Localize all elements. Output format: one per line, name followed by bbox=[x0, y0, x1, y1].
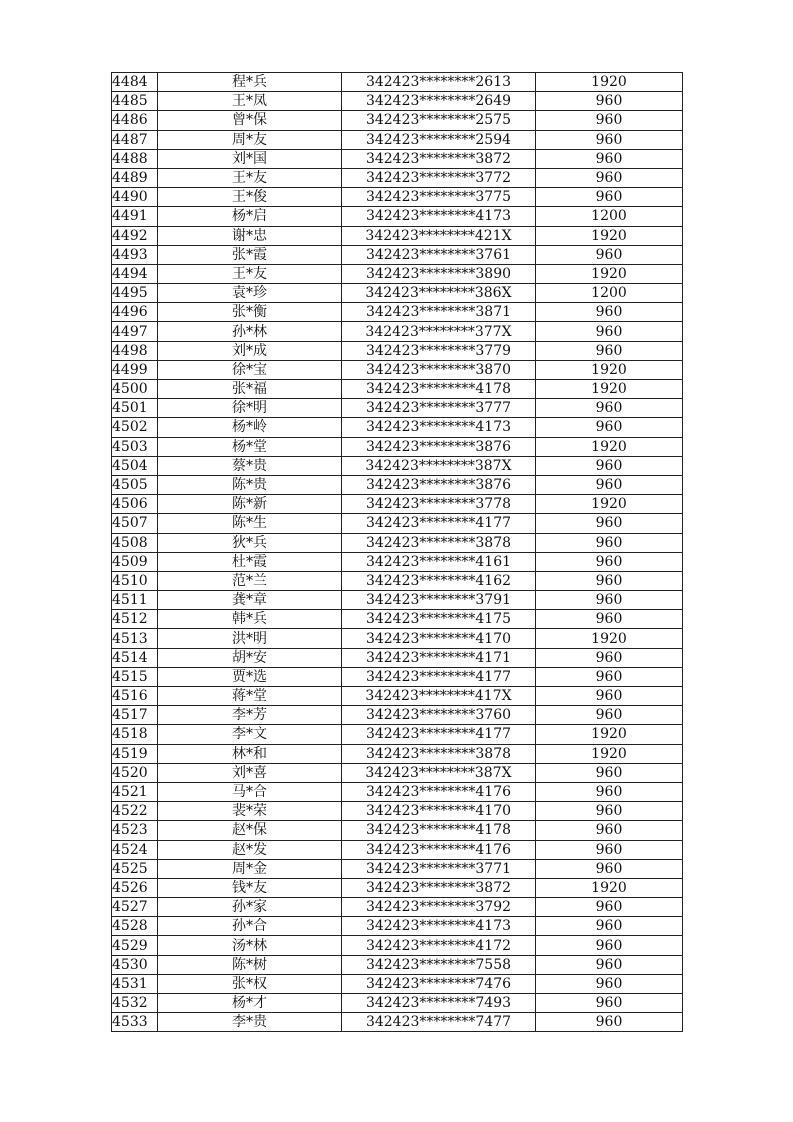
table-row bbox=[112, 514, 683, 533]
row-number-cell: 4521 bbox=[112, 782, 158, 801]
id-number-cell: 342423********2575 bbox=[342, 111, 536, 130]
amount-cell: 1920 bbox=[536, 878, 683, 897]
amount-cell: 960 bbox=[536, 821, 683, 840]
name-cell: 赵*发 bbox=[158, 840, 342, 859]
row-number-cell: 4533 bbox=[112, 1013, 158, 1032]
name-cell: 周*金 bbox=[158, 859, 342, 878]
amount-cell: 960 bbox=[536, 610, 683, 629]
id-number-cell: 342423********3778 bbox=[342, 495, 536, 514]
id-number-cell: 342423********4178 bbox=[342, 380, 536, 399]
id-number-cell: 342423********3761 bbox=[342, 245, 536, 264]
row-number-cell: 4528 bbox=[112, 917, 158, 936]
name-cell: 汤*林 bbox=[158, 936, 342, 955]
amount-cell: 1920 bbox=[536, 73, 683, 92]
row-number-cell: 4496 bbox=[112, 303, 158, 322]
row-number-cell: 4512 bbox=[112, 610, 158, 629]
row-number-cell: 4518 bbox=[112, 725, 158, 744]
row-number-cell: 4500 bbox=[112, 380, 158, 399]
amount-cell: 960 bbox=[536, 303, 683, 322]
id-number-cell: 342423********3870 bbox=[342, 360, 536, 379]
table-row bbox=[112, 284, 683, 303]
table-row bbox=[112, 802, 683, 821]
amount-cell: 1920 bbox=[536, 437, 683, 456]
row-number-cell: 4531 bbox=[112, 974, 158, 993]
id-number-cell: 342423********4175 bbox=[342, 610, 536, 629]
table-row bbox=[112, 380, 683, 399]
table-row bbox=[112, 552, 683, 571]
row-number-cell: 4529 bbox=[112, 936, 158, 955]
id-number-cell: 342423********4176 bbox=[342, 840, 536, 859]
name-cell: 王*凤 bbox=[158, 92, 342, 111]
id-number-cell: 342423********4177 bbox=[342, 667, 536, 686]
table-row bbox=[112, 859, 683, 878]
row-number-cell: 4498 bbox=[112, 341, 158, 360]
name-cell: 陈*贵 bbox=[158, 475, 342, 494]
amount-cell: 1920 bbox=[536, 629, 683, 648]
row-number-cell: 4514 bbox=[112, 648, 158, 667]
row-number-cell: 4511 bbox=[112, 591, 158, 610]
amount-cell: 960 bbox=[536, 245, 683, 264]
id-number-cell: 342423********3792 bbox=[342, 898, 536, 917]
id-number-cell: 342423********7477 bbox=[342, 1013, 536, 1032]
amount-cell: 1920 bbox=[536, 360, 683, 379]
row-number-cell: 4491 bbox=[112, 207, 158, 226]
id-number-cell: 342423********386X bbox=[342, 284, 536, 303]
name-cell: 狄*兵 bbox=[158, 533, 342, 552]
row-number-cell: 4532 bbox=[112, 994, 158, 1013]
row-number-cell: 4501 bbox=[112, 399, 158, 418]
table-row bbox=[112, 782, 683, 801]
id-number-cell: 342423********7476 bbox=[342, 974, 536, 993]
amount-cell: 960 bbox=[536, 591, 683, 610]
table-row bbox=[112, 399, 683, 418]
row-number-cell: 4495 bbox=[112, 284, 158, 303]
table-row bbox=[112, 188, 683, 207]
name-cell: 王*友 bbox=[158, 264, 342, 283]
name-cell: 张*衡 bbox=[158, 303, 342, 322]
amount-cell: 960 bbox=[536, 399, 683, 418]
table-row bbox=[112, 92, 683, 111]
table-row bbox=[112, 840, 683, 859]
amount-cell: 960 bbox=[536, 341, 683, 360]
amount-cell: 960 bbox=[536, 533, 683, 552]
amount-cell: 1920 bbox=[536, 264, 683, 283]
id-number-cell: 342423********4171 bbox=[342, 648, 536, 667]
name-cell: 胡*安 bbox=[158, 648, 342, 667]
id-number-cell: 342423********4177 bbox=[342, 725, 536, 744]
name-cell: 洪*明 bbox=[158, 629, 342, 648]
row-number-cell: 4510 bbox=[112, 571, 158, 590]
amount-cell: 960 bbox=[536, 552, 683, 571]
amount-cell: 960 bbox=[536, 1013, 683, 1032]
amount-cell: 960 bbox=[536, 149, 683, 168]
id-number-cell: 342423********377X bbox=[342, 322, 536, 341]
id-number-cell: 342423********417X bbox=[342, 687, 536, 706]
table-row bbox=[112, 610, 683, 629]
id-number-cell: 342423********3772 bbox=[342, 168, 536, 187]
id-number-cell: 342423********3777 bbox=[342, 399, 536, 418]
name-cell: 杨*岭 bbox=[158, 418, 342, 437]
id-number-cell: 342423********4173 bbox=[342, 418, 536, 437]
id-number-cell: 342423********3872 bbox=[342, 149, 536, 168]
amount-cell: 960 bbox=[536, 130, 683, 149]
table-row bbox=[112, 898, 683, 917]
amount-cell: 1920 bbox=[536, 495, 683, 514]
id-number-cell: 342423********2594 bbox=[342, 130, 536, 149]
amount-cell: 960 bbox=[536, 571, 683, 590]
id-number-cell: 342423********3791 bbox=[342, 591, 536, 610]
amount-cell: 960 bbox=[536, 687, 683, 706]
id-number-cell: 342423********387X bbox=[342, 456, 536, 475]
amount-cell: 1920 bbox=[536, 725, 683, 744]
row-number-cell: 4490 bbox=[112, 188, 158, 207]
name-cell: 袁*珍 bbox=[158, 284, 342, 303]
row-number-cell: 4487 bbox=[112, 130, 158, 149]
table-row bbox=[112, 226, 683, 245]
table-row bbox=[112, 725, 683, 744]
amount-cell: 960 bbox=[536, 475, 683, 494]
amount-cell: 960 bbox=[536, 994, 683, 1013]
id-number-cell: 342423********3771 bbox=[342, 859, 536, 878]
amount-cell: 1200 bbox=[536, 284, 683, 303]
name-cell: 杜*霞 bbox=[158, 552, 342, 571]
id-number-cell: 342423********3878 bbox=[342, 533, 536, 552]
table-row bbox=[112, 360, 683, 379]
amount-cell: 960 bbox=[536, 936, 683, 955]
amount-cell: 960 bbox=[536, 168, 683, 187]
name-cell: 杨*启 bbox=[158, 207, 342, 226]
table-row bbox=[112, 207, 683, 226]
table-row bbox=[112, 341, 683, 360]
amount-cell: 1920 bbox=[536, 380, 683, 399]
table-row bbox=[112, 936, 683, 955]
name-cell: 赵*保 bbox=[158, 821, 342, 840]
name-cell: 孙*林 bbox=[158, 322, 342, 341]
row-number-cell: 4517 bbox=[112, 706, 158, 725]
name-cell: 张*霞 bbox=[158, 245, 342, 264]
name-cell: 王*友 bbox=[158, 168, 342, 187]
name-cell: 陈*生 bbox=[158, 514, 342, 533]
id-number-cell: 342423********3890 bbox=[342, 264, 536, 283]
row-number-cell: 4484 bbox=[112, 73, 158, 92]
row-number-cell: 4516 bbox=[112, 687, 158, 706]
table-row bbox=[112, 591, 683, 610]
name-cell: 王*俊 bbox=[158, 188, 342, 207]
row-number-cell: 4499 bbox=[112, 360, 158, 379]
row-number-cell: 4519 bbox=[112, 744, 158, 763]
id-number-cell: 342423********3775 bbox=[342, 188, 536, 207]
table-row bbox=[112, 917, 683, 936]
row-number-cell: 4523 bbox=[112, 821, 158, 840]
id-number-cell: 342423********421X bbox=[342, 226, 536, 245]
amount-cell: 960 bbox=[536, 111, 683, 130]
name-cell: 刘*喜 bbox=[158, 763, 342, 782]
table-row bbox=[112, 629, 683, 648]
row-number-cell: 4497 bbox=[112, 322, 158, 341]
name-cell: 李*文 bbox=[158, 725, 342, 744]
name-cell: 林*和 bbox=[158, 744, 342, 763]
table-row bbox=[112, 687, 683, 706]
table-row bbox=[112, 533, 683, 552]
id-number-cell: 342423********4176 bbox=[342, 782, 536, 801]
row-number-cell: 4502 bbox=[112, 418, 158, 437]
name-cell: 龚*章 bbox=[158, 591, 342, 610]
row-number-cell: 4485 bbox=[112, 92, 158, 111]
id-number-cell: 342423********4173 bbox=[342, 917, 536, 936]
row-number-cell: 4508 bbox=[112, 533, 158, 552]
amount-cell: 960 bbox=[536, 840, 683, 859]
row-number-cell: 4526 bbox=[112, 878, 158, 897]
amount-cell: 1200 bbox=[536, 207, 683, 226]
id-number-cell: 342423********4170 bbox=[342, 802, 536, 821]
table-row bbox=[112, 744, 683, 763]
table-row bbox=[112, 264, 683, 283]
name-cell: 孙*合 bbox=[158, 917, 342, 936]
table-row bbox=[112, 974, 683, 993]
name-cell: 谢*忠 bbox=[158, 226, 342, 245]
table-row bbox=[112, 149, 683, 168]
name-cell: 周*友 bbox=[158, 130, 342, 149]
name-cell: 陈*新 bbox=[158, 495, 342, 514]
table-row bbox=[112, 130, 683, 149]
row-number-cell: 4525 bbox=[112, 859, 158, 878]
table-row bbox=[112, 245, 683, 264]
name-cell: 钱*友 bbox=[158, 878, 342, 897]
row-number-cell: 4503 bbox=[112, 437, 158, 456]
roster-table bbox=[111, 72, 683, 1032]
row-number-cell: 4488 bbox=[112, 149, 158, 168]
id-number-cell: 342423********3872 bbox=[342, 878, 536, 897]
amount-cell: 960 bbox=[536, 782, 683, 801]
table-row bbox=[112, 878, 683, 897]
id-number-cell: 342423********4178 bbox=[342, 821, 536, 840]
id-number-cell: 342423********2613 bbox=[342, 73, 536, 92]
table-row bbox=[112, 111, 683, 130]
table-row bbox=[112, 495, 683, 514]
id-number-cell: 342423********3871 bbox=[342, 303, 536, 322]
name-cell: 李*芳 bbox=[158, 706, 342, 725]
table-row bbox=[112, 994, 683, 1013]
name-cell: 蒋*堂 bbox=[158, 687, 342, 706]
id-number-cell: 342423********3876 bbox=[342, 437, 536, 456]
name-cell: 裴*荣 bbox=[158, 802, 342, 821]
name-cell: 马*合 bbox=[158, 782, 342, 801]
row-number-cell: 4505 bbox=[112, 475, 158, 494]
amount-cell: 960 bbox=[536, 322, 683, 341]
id-number-cell: 342423********3878 bbox=[342, 744, 536, 763]
row-number-cell: 4530 bbox=[112, 955, 158, 974]
name-cell: 范*兰 bbox=[158, 571, 342, 590]
table-row bbox=[112, 706, 683, 725]
name-cell: 李*贵 bbox=[158, 1013, 342, 1032]
row-number-cell: 4504 bbox=[112, 456, 158, 475]
table-row bbox=[112, 667, 683, 686]
id-number-cell: 342423********4170 bbox=[342, 629, 536, 648]
row-number-cell: 4489 bbox=[112, 168, 158, 187]
name-cell: 陈*树 bbox=[158, 955, 342, 974]
amount-cell: 960 bbox=[536, 418, 683, 437]
name-cell: 孙*家 bbox=[158, 898, 342, 917]
id-number-cell: 342423********4177 bbox=[342, 514, 536, 533]
amount-cell: 960 bbox=[536, 514, 683, 533]
table-row bbox=[112, 475, 683, 494]
table-row bbox=[112, 821, 683, 840]
row-number-cell: 4515 bbox=[112, 667, 158, 686]
name-cell: 刘*成 bbox=[158, 341, 342, 360]
row-number-cell: 4493 bbox=[112, 245, 158, 264]
row-number-cell: 4494 bbox=[112, 264, 158, 283]
table-row bbox=[112, 73, 683, 92]
table-row bbox=[112, 763, 683, 782]
name-cell: 徐*宝 bbox=[158, 360, 342, 379]
name-cell: 张*权 bbox=[158, 974, 342, 993]
amount-cell: 1920 bbox=[536, 744, 683, 763]
name-cell: 刘*国 bbox=[158, 149, 342, 168]
table-row bbox=[112, 571, 683, 590]
amount-cell: 960 bbox=[536, 955, 683, 974]
row-number-cell: 4524 bbox=[112, 840, 158, 859]
id-number-cell: 342423********7558 bbox=[342, 955, 536, 974]
table-row bbox=[112, 437, 683, 456]
id-number-cell: 342423********387X bbox=[342, 763, 536, 782]
row-number-cell: 4513 bbox=[112, 629, 158, 648]
name-cell: 徐*明 bbox=[158, 399, 342, 418]
id-number-cell: 342423********3876 bbox=[342, 475, 536, 494]
amount-cell: 960 bbox=[536, 802, 683, 821]
id-number-cell: 342423********4173 bbox=[342, 207, 536, 226]
table-row bbox=[112, 303, 683, 322]
id-number-cell: 342423********4162 bbox=[342, 571, 536, 590]
row-number-cell: 4520 bbox=[112, 763, 158, 782]
id-number-cell: 342423********7493 bbox=[342, 994, 536, 1013]
table-row bbox=[112, 1013, 683, 1032]
row-number-cell: 4507 bbox=[112, 514, 158, 533]
name-cell: 蔡*贵 bbox=[158, 456, 342, 475]
table-row bbox=[112, 456, 683, 475]
table-row bbox=[112, 955, 683, 974]
id-number-cell: 342423********2649 bbox=[342, 92, 536, 111]
amount-cell: 960 bbox=[536, 648, 683, 667]
row-number-cell: 4486 bbox=[112, 111, 158, 130]
name-cell: 杨*堂 bbox=[158, 437, 342, 456]
roster-table-body bbox=[112, 73, 683, 1032]
amount-cell: 960 bbox=[536, 667, 683, 686]
amount-cell: 960 bbox=[536, 706, 683, 725]
name-cell: 曾*保 bbox=[158, 111, 342, 130]
name-cell: 贾*选 bbox=[158, 667, 342, 686]
row-number-cell: 4492 bbox=[112, 226, 158, 245]
amount-cell: 960 bbox=[536, 974, 683, 993]
amount-cell: 960 bbox=[536, 92, 683, 111]
amount-cell: 960 bbox=[536, 898, 683, 917]
row-number-cell: 4527 bbox=[112, 898, 158, 917]
row-number-cell: 4522 bbox=[112, 802, 158, 821]
amount-cell: 960 bbox=[536, 917, 683, 936]
amount-cell: 960 bbox=[536, 456, 683, 475]
id-number-cell: 342423********3779 bbox=[342, 341, 536, 360]
amount-cell: 960 bbox=[536, 763, 683, 782]
table-row bbox=[112, 322, 683, 341]
row-number-cell: 4506 bbox=[112, 495, 158, 514]
id-number-cell: 342423********4161 bbox=[342, 552, 536, 571]
name-cell: 杨*才 bbox=[158, 994, 342, 1013]
table-row bbox=[112, 168, 683, 187]
name-cell: 程*兵 bbox=[158, 73, 342, 92]
id-number-cell: 342423********3760 bbox=[342, 706, 536, 725]
id-number-cell: 342423********4172 bbox=[342, 936, 536, 955]
amount-cell: 1920 bbox=[536, 226, 683, 245]
row-number-cell: 4509 bbox=[112, 552, 158, 571]
amount-cell: 960 bbox=[536, 188, 683, 207]
amount-cell: 960 bbox=[536, 859, 683, 878]
name-cell: 韩*兵 bbox=[158, 610, 342, 629]
name-cell: 张*福 bbox=[158, 380, 342, 399]
table-row bbox=[112, 418, 683, 437]
table-row bbox=[112, 648, 683, 667]
